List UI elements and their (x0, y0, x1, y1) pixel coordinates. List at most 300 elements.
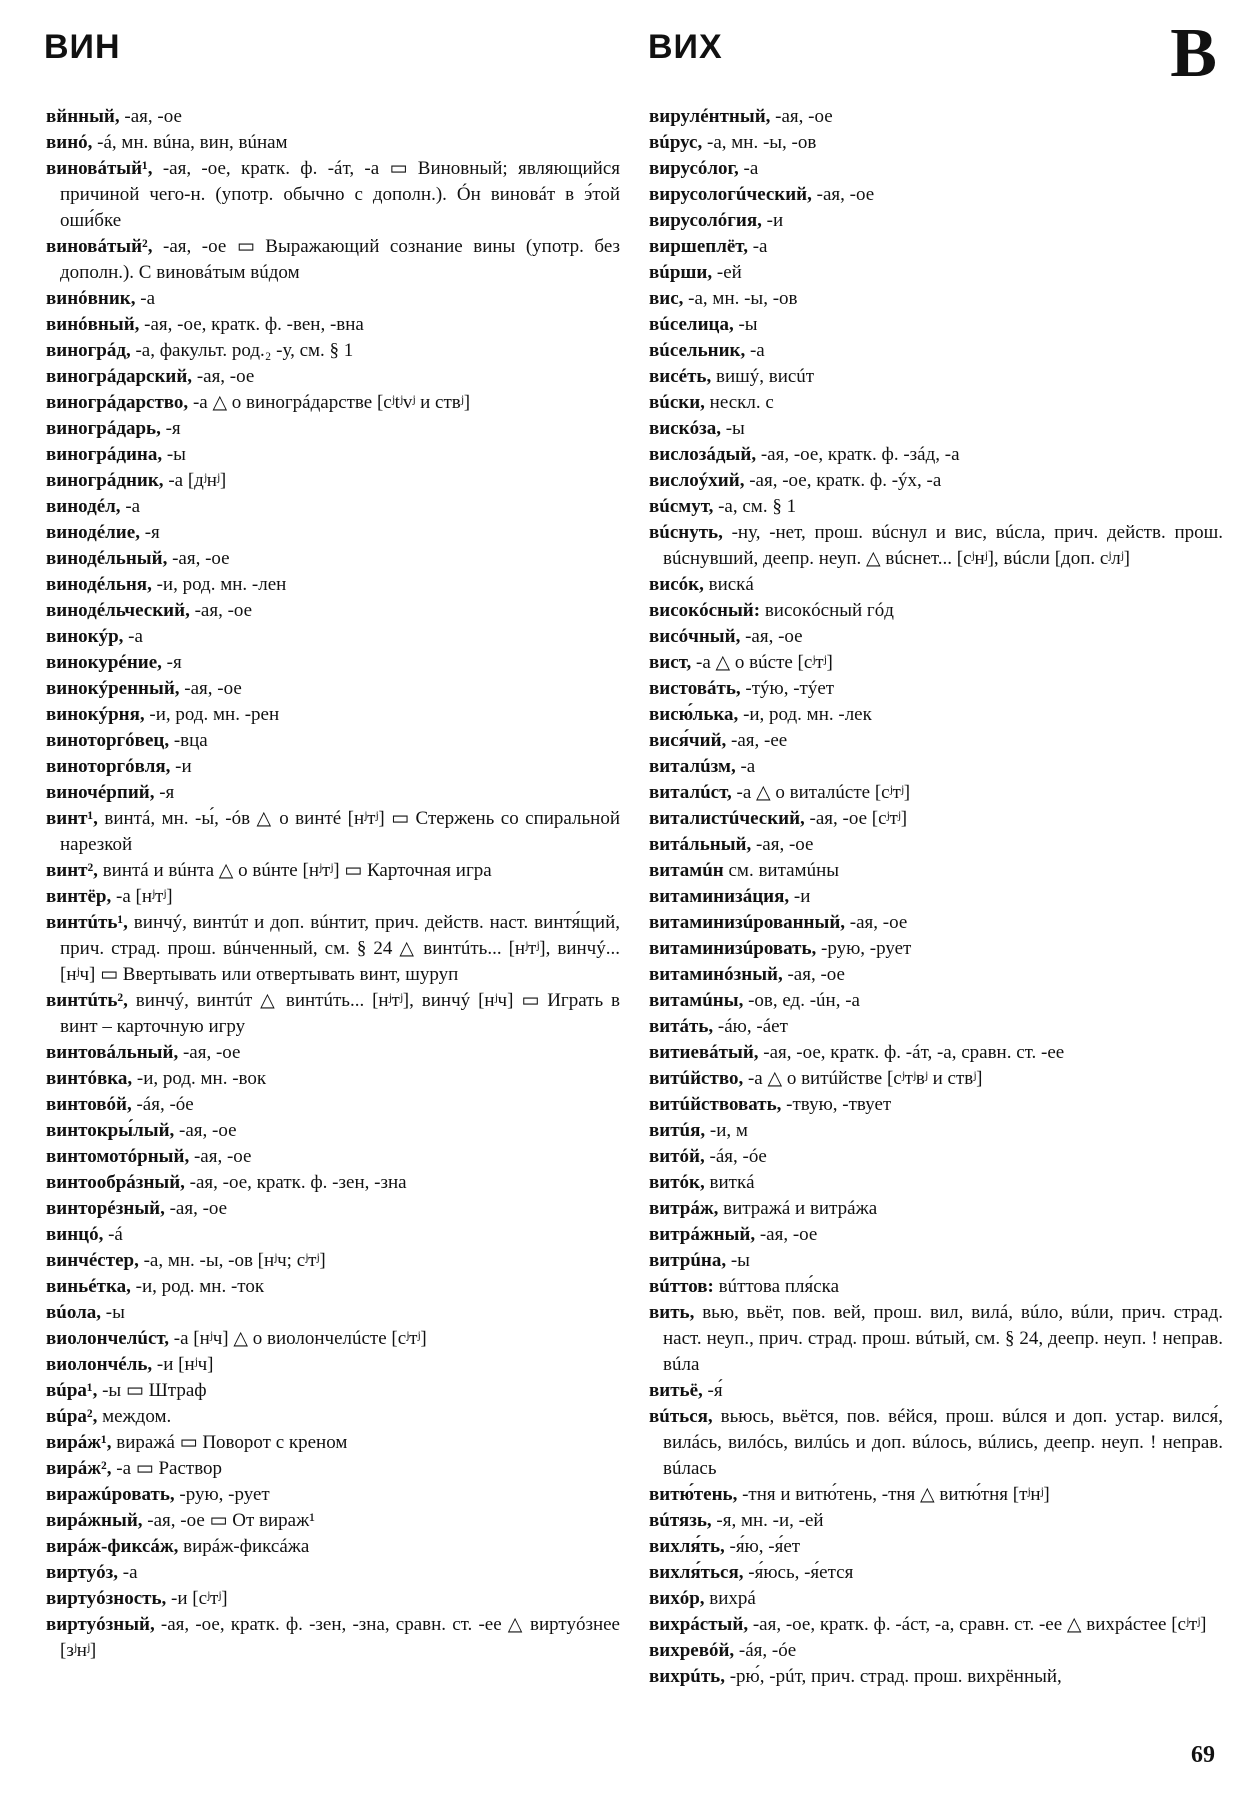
entry-definition: междом. (97, 1406, 172, 1427)
entry-definition: -ая, -ое, кратк. ф. -áст, -а, сравн. ст. -ее △ вихрáстее [cʲтʲ] (748, 1614, 1207, 1635)
entry-definition: -и [cʲтʲ] (166, 1588, 228, 1609)
entry-headword: вирáж¹, (46, 1432, 112, 1453)
entry-definition: -ы (101, 1302, 125, 1323)
entry-headword: витю́тень, (649, 1484, 738, 1505)
entry-definition: -я, мн. -и, -ей (711, 1510, 824, 1531)
entry-definition: -а (747, 236, 768, 257)
dictionary-entry (649, 442, 1223, 468)
entry-definition: -ая, -ое (174, 1120, 237, 1141)
entry-definition: винтá, мн. -ы́, -óв △ о винтé [нʲтʲ] ▭ Стержень со спиральной нарезкой (60, 808, 620, 855)
dictionary-entry (649, 286, 1223, 312)
entry-headword: виноторгóвля, (46, 756, 171, 777)
entry-definition: -ая, -ое (179, 678, 242, 699)
entry-definition: -ая, -ое, кратк. ф. -вен, -вна (139, 314, 364, 335)
entry-headword: вúра¹, (46, 1380, 98, 1401)
entry-headword: вúснуть, (649, 522, 723, 543)
dictionary-entry (649, 1612, 1223, 1638)
entry-headword: витаминизáция, (649, 886, 790, 907)
entry-definition: -а △ о вúсте [cʲтʲ] (691, 652, 833, 673)
entry-definition: -я́ю, -я́ет (724, 1536, 801, 1557)
entry-definition: витражá и витрáжа (718, 1198, 878, 1219)
entry-definition: вьюсь, вьётся, пов. вéйся, прош. вúлся и доп. устар. вился́, вилáсь, вилóсь, вилúсь и доп. вúлось, вúлись, деепр. неуп. ! неправ. вúлась (663, 1406, 1223, 1479)
entry-headword: вихревóй, (649, 1640, 735, 1661)
dictionary-entry (46, 338, 620, 364)
entry-headword: виноторгóвец, (46, 730, 170, 751)
entry-headword: витамúн (649, 860, 724, 881)
entry-definition: -ая, -ое (811, 184, 875, 205)
entry-headword: виталистúческий, (649, 808, 805, 829)
dictionary-entry (46, 416, 620, 442)
entry-headword: вить, (649, 1302, 695, 1323)
dictionary-entry (649, 884, 1223, 910)
entry-definition: -и [нʲч] (152, 1354, 214, 1375)
entry-headword: винодéл, (46, 496, 121, 517)
dictionary-entry (46, 364, 620, 390)
dictionary-entry (46, 1352, 620, 1378)
dictionary-entry (649, 520, 1223, 572)
entry-headword: виновáтый², (46, 236, 153, 257)
dictionary-entry (46, 988, 620, 1040)
dictionary-entry (46, 910, 620, 988)
dictionary-entry (46, 1326, 620, 1352)
dictionary-entry (649, 156, 1223, 182)
entry-definition: -и (761, 210, 784, 231)
entry-headword: вйнный, (46, 106, 120, 127)
dictionary-entry (649, 416, 1223, 442)
entry-definition: -áя, -óе (131, 1094, 194, 1115)
dictionary-entry (46, 728, 620, 754)
dictionary-entry (46, 1586, 620, 1612)
entry-definition: -я (139, 522, 160, 543)
entry-definition: вирáж-фиксáжа (178, 1536, 310, 1557)
running-head-left: ВИН (44, 28, 121, 66)
entry-headword: винодéльня, (46, 574, 152, 595)
entry-headword: вирáжный, (46, 1510, 143, 1531)
entry-definition: -а (735, 756, 756, 777)
entry-headword: винокýренный, (46, 678, 180, 699)
entry-headword: виногрáдник, (46, 470, 164, 491)
entry-headword: витрáжный, (649, 1224, 756, 1245)
entry-definition: -ая, -ое (167, 548, 230, 569)
entry-headword: витрáж, (649, 1198, 719, 1219)
entry-headword: винодéльческий, (46, 600, 190, 621)
dictionary-entry (649, 702, 1223, 728)
entry-headword: виногрáдарство, (46, 392, 189, 413)
dictionary-entry (46, 676, 620, 702)
entry-definition: -ая, -ое ▭ От вираж¹ (142, 1510, 315, 1531)
dictionary-entry (649, 130, 1223, 156)
entry-headword: витиевáтый, (649, 1042, 759, 1063)
entry-definition: -ая, -ое, кратк. ф. -áт, -а ▭ Виновный; являющийся причиной чего-н. (употр. обычно с дополн.). Óн виновáт в э́той оши́бке (60, 158, 620, 231)
entry-headword: витóк, (649, 1172, 705, 1193)
entry-definition: -ая, -ое, кратк. ф. -зáд, -а (756, 444, 960, 465)
entry-headword: вихрúть, (649, 1666, 725, 1687)
entry-headword: вúтязь, (649, 1510, 712, 1531)
left-column (46, 104, 620, 1664)
entry-definition: виткá (704, 1172, 755, 1193)
entry-headword: витьё, (649, 1380, 703, 1401)
entry-headword: винторéзный, (46, 1198, 165, 1219)
entry-headword: вúсмут, (649, 496, 714, 517)
entry-definition: -áя, -óе (704, 1146, 767, 1167)
dictionary-entry (649, 754, 1223, 780)
entry-headword: виражúровать, (46, 1484, 175, 1505)
dictionary-entry (46, 1196, 620, 1222)
entry-definition: -я (160, 418, 181, 439)
dictionary-entry (649, 208, 1223, 234)
entry-headword: вúски, (649, 392, 705, 413)
entry-definition: вúттова пля́ска (713, 1276, 840, 1297)
entry-headword: винтовóй, (46, 1094, 132, 1115)
entry-definition: -а △ о виногрáдарстве [cʲtʲvʲ и ствʲ] (188, 392, 471, 413)
dictionary-entry (649, 1586, 1223, 1612)
dictionary-entry (46, 806, 620, 858)
entry-headword: винтóвка, (46, 1068, 133, 1089)
right-column (649, 104, 1223, 1690)
entry-definition: -тýю, -тýет (740, 678, 835, 699)
entry-headword: виновáтый¹, (46, 158, 153, 179)
dictionary-entry (649, 1014, 1223, 1040)
entry-headword: вúселица, (649, 314, 734, 335)
dictionary-entry (649, 1638, 1223, 1664)
dictionary-entry (46, 494, 620, 520)
entry-headword: винтомотóрный, (46, 1146, 190, 1167)
entry-headword: виртуóз, (46, 1562, 118, 1583)
entry-headword: виртуóзный, (46, 1614, 155, 1635)
entry-definition: винчý, винтúт △ винтúть... [нʲтʲ], винчý [нʲч] ▭ Играть в винт – карточную игру (60, 990, 620, 1037)
entry-definition: -ая, -ое (119, 106, 182, 127)
dictionary-entry (649, 1092, 1223, 1118)
entry-headword: витаминóзный, (649, 964, 783, 985)
dictionary-entry (649, 1066, 1223, 1092)
entry-headword: вúрши, (649, 262, 713, 283)
dictionary-entry (649, 1222, 1223, 1248)
entry-headword: винодéльный, (46, 548, 168, 569)
dictionary-entry (649, 650, 1223, 676)
dictionary-entry (46, 156, 620, 234)
dictionary-entry (46, 130, 620, 156)
entry-definition: -я (154, 782, 175, 803)
entry-headword: винцó, (46, 1224, 104, 1245)
entry-definition: -ов, ед. -úн, -а (743, 990, 860, 1011)
dictionary-entry (649, 1274, 1223, 1300)
entry-definition: -ей (712, 262, 742, 283)
entry-headword: винчéстер, (46, 1250, 139, 1271)
entry-definition: -тня и витю́тень, -тня △ витю́тня [тʲнʲ] (737, 1484, 1050, 1505)
entry-headword: вистовáть, (649, 678, 741, 699)
dictionary-entry (46, 780, 620, 806)
entry-definition: -ая, -ое, кратк. ф. -зен, -зна, сравн. ст. -ее △ виртуóзнее [зʲнʲ] (60, 1614, 620, 1661)
entry-headword: винтовáльный, (46, 1042, 179, 1063)
dictionary-entry (46, 312, 620, 338)
entry-headword: виногрáдина, (46, 444, 163, 465)
entry-headword: вис, (649, 288, 684, 309)
dictionary-entry (46, 1144, 620, 1170)
entry-headword: винодéлие, (46, 522, 140, 543)
entry-headword: висóчный, (649, 626, 741, 647)
dictionary-entry (649, 988, 1223, 1014)
dictionary-entry (649, 1534, 1223, 1560)
entry-definition: -а △ о витúйстве [cʲтʲвʲ и ствʲ] (743, 1068, 983, 1089)
entry-definition: -ая, -ое [cʲтʲ] (804, 808, 908, 829)
entry-definition: -а (135, 288, 156, 309)
entry-definition: високóсный гóд (760, 600, 894, 621)
dictionary-entry (46, 1482, 620, 1508)
dictionary-entry (649, 260, 1223, 286)
dictionary-entry (46, 1040, 620, 1066)
entry-headword: винтокры́лый, (46, 1120, 175, 1141)
dictionary-entry (649, 676, 1223, 702)
dictionary-entry (649, 494, 1223, 520)
entry-definition: -а △ о виталúсте [cʲтʲ] (731, 782, 911, 803)
dictionary-entry (46, 1430, 620, 1456)
entry-definition: -а, мн. -ы, -ов (702, 132, 817, 153)
entry-headword: вихля́ться, (649, 1562, 744, 1583)
dictionary-entry (649, 858, 1223, 884)
entry-definition: -а, см. § 1 (713, 496, 797, 517)
entry-headword: вúться, (649, 1406, 713, 1427)
dictionary-entry (649, 910, 1223, 936)
entry-definition: -и (170, 756, 192, 777)
entry-definition: винтá и вúнта △ о вúнте [нʲтʲ] ▭ Карточная игра (97, 860, 492, 881)
dictionary-entry (46, 598, 620, 624)
entry-definition: нескл. с (704, 392, 774, 413)
entry-definition: -а [нʲтʲ] (111, 886, 173, 907)
dictionary-entry (649, 1170, 1223, 1196)
entry-definition: -а (118, 1562, 138, 1583)
dictionary-entry (649, 312, 1223, 338)
entry-definition: -я́юсь, -я́ется (743, 1562, 854, 1583)
dictionary-entry (46, 1092, 620, 1118)
entry-headword: винóвник, (46, 288, 136, 309)
entry-headword: виногрáд, (46, 340, 131, 361)
dictionary-entry (649, 598, 1223, 624)
dictionary-entry (46, 1066, 620, 1092)
entry-definition: -ы ▭ Штраф (97, 1380, 207, 1401)
entry-definition: -ы (720, 418, 745, 439)
entry-headword: витúйствовать, (649, 1094, 782, 1115)
entry-definition: -áю, -áет (713, 1016, 788, 1037)
dictionary-entry (649, 1196, 1223, 1222)
dictionary-entry (649, 728, 1223, 754)
page-number: 69 (1191, 1742, 1215, 1768)
dictionary-entry (649, 1248, 1223, 1274)
entry-definition: -а (123, 626, 143, 647)
entry-definition: -ая, -ее (726, 730, 788, 751)
entry-headword: витамúны, (649, 990, 744, 1011)
dictionary-entry (649, 832, 1223, 858)
dictionary-entry (46, 754, 620, 780)
entry-headword: вист, (649, 652, 692, 673)
entry-definition: вихрá (704, 1588, 756, 1609)
dictionary-entry (46, 858, 620, 884)
entry-definition: -ая, -ое (189, 600, 253, 621)
dictionary-entry (46, 1118, 620, 1144)
entry-definition: -и, род. мн. -лен (151, 574, 287, 595)
entry-definition: -ая, -ое (845, 912, 908, 933)
dictionary-entry (46, 702, 620, 728)
entry-headword: виолончелúст, (46, 1328, 170, 1349)
entry-headword: виртуóзность, (46, 1588, 167, 1609)
dictionary-entry (46, 1560, 620, 1586)
entry-definition: винчý, винтúт и доп. вúнтит, прич. действ. наст. винтя́щий, прич. страд. прош. вúнченный, см. § 24 △ винтúть... [нʲтʲ], винчý... [нʲч] ▭ Ввертывать или отвертывать винт, шуруп (60, 912, 620, 985)
entry-headword: винóвный, (46, 314, 140, 335)
dictionary-entry (649, 1560, 1223, 1586)
dictionary-entry (649, 936, 1223, 962)
entry-headword: витрúна, (649, 1250, 727, 1271)
dictionary-entry (649, 1508, 1223, 1534)
entry-definition: -а [нʲч] △ о виолончелúсте [cʲтʲ] (169, 1328, 427, 1349)
entry-definition: -и, м (705, 1120, 748, 1141)
entry-headword: вúрус, (649, 132, 703, 153)
entry-headword: вúсельник, (649, 340, 746, 361)
entry-definition: -я (161, 652, 182, 673)
entry-definition: -ая, -ое (192, 366, 255, 387)
dictionary-entry (649, 1144, 1223, 1170)
entry-headword: вирáж-фиксáж, (46, 1536, 179, 1557)
entry-definition: -а, мн. -ы, -ов [нʲч; cʲтʲ] (138, 1250, 326, 1271)
entry-headword: вислозáдый, (649, 444, 757, 465)
dictionary-entry (649, 1300, 1223, 1378)
dictionary-entry (46, 1404, 620, 1430)
dictionary-entry (46, 1170, 620, 1196)
entry-headword: витúя, (649, 1120, 706, 1141)
dictionary-entry (46, 624, 620, 650)
dictionary-entry (46, 442, 620, 468)
entry-headword: виолончéль, (46, 1354, 153, 1375)
dictionary-entry (649, 624, 1223, 650)
dictionary-entry (46, 286, 620, 312)
dictionary-entry (649, 572, 1223, 598)
entry-headword: винт², (46, 860, 98, 881)
entry-headword: винтообрáзный, (46, 1172, 185, 1193)
entry-definition: -а, мн. -ы, -ов (683, 288, 798, 309)
dictionary-entry (46, 572, 620, 598)
dictionary-entry (46, 1248, 620, 1274)
entry-headword: вирусолóгия, (649, 210, 762, 231)
entry-headword: винтúть¹, (46, 912, 128, 933)
dictionary-entry (46, 1222, 620, 1248)
entry-definition: -áя, -óе (734, 1640, 797, 1661)
entry-headword: виталúст, (649, 782, 732, 803)
entry-headword: вихля́ть, (649, 1536, 725, 1557)
entry-headword: витáть, (649, 1016, 714, 1037)
entry-definition: -ы (726, 1250, 750, 1271)
entry-definition: -и, род. мн. -рен (144, 704, 280, 725)
entry-definition: -ая, -ое, кратк. ф. -áт, -а, сравн. ст. -ее (758, 1042, 1065, 1063)
entry-definition: -и (789, 886, 811, 907)
entry-headword: виталúзм, (649, 756, 736, 777)
entry-headword: витáльный, (649, 834, 752, 855)
entry-headword: вискóза, (649, 418, 721, 439)
dictionary-entry (649, 182, 1223, 208)
entry-definition: -а (745, 340, 765, 361)
dictionary-entry (46, 546, 620, 572)
entry-headword: висéть, (649, 366, 712, 387)
entry-headword: виньéтка, (46, 1276, 131, 1297)
dictionary-entry (46, 1274, 620, 1300)
entry-headword: вúра², (46, 1406, 98, 1427)
entry-headword: витúйство, (649, 1068, 744, 1089)
entry-headword: вирусóлог, (649, 158, 739, 179)
dictionary-entry (649, 962, 1223, 988)
dictionary-entry (649, 1118, 1223, 1144)
entry-definition: -рю́, -рúт, прич. страд. прош. вихрённый, (724, 1666, 1062, 1687)
entry-definition: -а, факульт. род.₂ -у, см. § 1 (130, 340, 354, 361)
dictionary-entry (46, 1456, 620, 1482)
entry-headword: виногрáдарь, (46, 418, 161, 439)
running-head-right: ВИХ (648, 28, 723, 66)
dictionary-entry (649, 364, 1223, 390)
entry-definition: -рую, -рует (174, 1484, 270, 1505)
entry-definition: -я́ (702, 1380, 723, 1401)
entry-definition: -ая, -ое, кратк. ф. -зен, -зна (184, 1172, 407, 1193)
dictionary-entry (649, 1040, 1223, 1066)
entry-headword: витаминизúровать, (649, 938, 817, 959)
dictionary-entry (649, 806, 1223, 832)
dictionary-entry (46, 1378, 620, 1404)
entry-definition: -вца (169, 730, 208, 751)
entry-headword: висóк, (649, 574, 704, 595)
entry-definition: -ы (733, 314, 758, 335)
dictionary-entry (46, 1612, 620, 1664)
entry-definition: -ы (162, 444, 186, 465)
entry-headword: винó, (46, 132, 93, 153)
entry-headword: вирáж², (46, 1458, 112, 1479)
entry-definition: -ая, -ое (755, 1224, 818, 1245)
entry-headword: вúола, (46, 1302, 101, 1323)
entry-definition: вишý, висúт (711, 366, 815, 387)
dictionary-entry (46, 520, 620, 546)
entry-definition: -а (120, 496, 141, 517)
entry-headword: вислоýхий, (649, 470, 745, 491)
entry-definition: -á, мн. вúна, вин, вúнам (92, 132, 288, 153)
entry-headword: вися́чий, (649, 730, 727, 751)
entry-definition: -ая, -ое (189, 1146, 252, 1167)
entry-definition: -а ▭ Раствор (111, 1458, 223, 1479)
entry-headword: витаминизúрованный, (649, 912, 846, 933)
dictionary-entry (649, 234, 1223, 260)
dictionary-entry (649, 1664, 1223, 1690)
entry-headword: винокýрня, (46, 704, 145, 725)
dictionary-entry (649, 338, 1223, 364)
entry-definition: -ая, -ое ▭ Выражающий сознание вины (употр. без дополн.). С виновáтым вúдом (60, 236, 620, 283)
entry-headword: вирулéнтный, (649, 106, 771, 127)
dictionary-entry (649, 1404, 1223, 1482)
entry-headword: вúттов: (649, 1276, 714, 1297)
entry-headword: винтúть², (46, 990, 128, 1011)
dictionary-entry (46, 1508, 620, 1534)
entry-headword: висю́лька, (649, 704, 739, 725)
entry-headword: винт¹, (46, 808, 98, 829)
entry-definition: -á (103, 1224, 123, 1245)
section-letter: В (1170, 15, 1217, 92)
entry-definition: -и, род. мн. -лек (738, 704, 872, 725)
dictionary-entry (46, 1534, 620, 1560)
entry-headword: виногрáдарский, (46, 366, 193, 387)
entry-headword: винокурéние, (46, 652, 162, 673)
entry-definition: -а [дʲнʲ] (163, 470, 227, 491)
entry-definition: -твую, -твует (781, 1094, 892, 1115)
dictionary-entry (46, 650, 620, 676)
entry-definition: -ая, -ое (164, 1198, 228, 1219)
entry-definition: вискá (703, 574, 754, 595)
entry-definition: -ая, -ое (178, 1042, 241, 1063)
entry-headword: виршеплёт, (649, 236, 748, 257)
dictionary-entry (649, 390, 1223, 416)
entry-headword: виночéрпий, (46, 782, 155, 803)
entry-definition: -ну, -нет, прош. вúснул и вис, вúсла, прич. действ. прош. вúснувший, деепр. неуп. △ вúснет... [cʲнʲ], вúсли [доп. cʲлʲ] (663, 522, 1223, 569)
